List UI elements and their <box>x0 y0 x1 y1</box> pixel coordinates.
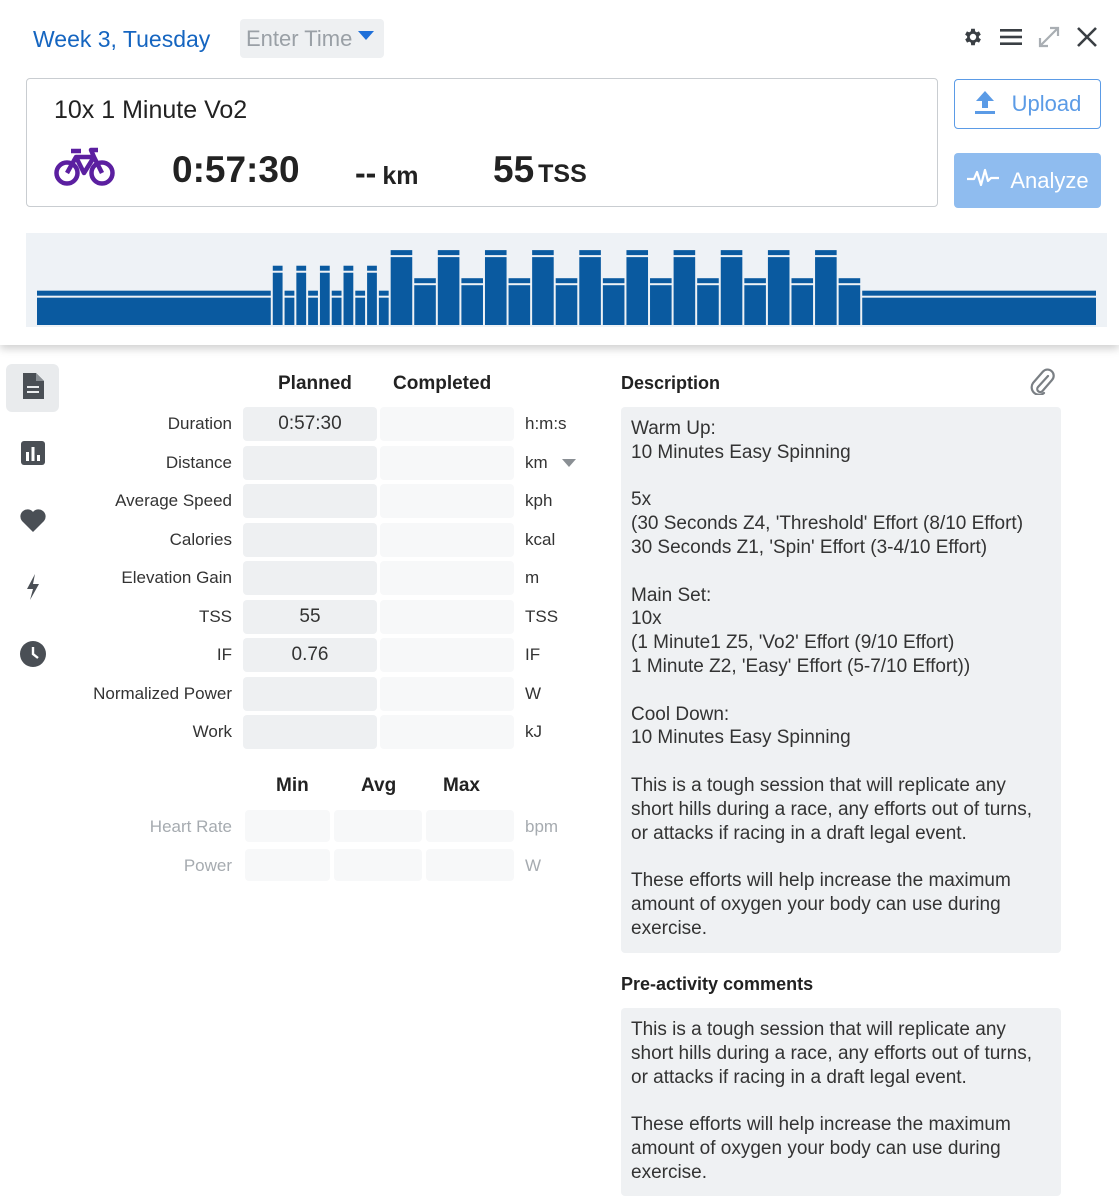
profile-segment <box>391 250 413 325</box>
clock-icon <box>19 640 47 673</box>
analyze-button[interactable] <box>954 153 1101 208</box>
planned-input[interactable] <box>243 484 377 518</box>
gear-icon[interactable] <box>961 24 985 50</box>
upload-button[interactable] <box>954 79 1101 129</box>
profile-segment <box>697 278 719 325</box>
stat-label: Work <box>192 722 232 741</box>
profile-segment <box>815 250 837 325</box>
stat-label: Normalized Power <box>93 683 232 703</box>
stat-unit: W <box>525 683 542 703</box>
stat-label: IF <box>216 645 232 664</box>
pre-activity-title: Pre-activity comments <box>621 974 814 994</box>
completed-input[interactable] <box>380 484 514 518</box>
planned-input[interactable] <box>243 715 377 749</box>
completed-input[interactable] <box>380 677 514 711</box>
tab-health[interactable] <box>6 498 59 546</box>
profile-segment <box>791 278 813 325</box>
menu-icon[interactable] <box>999 24 1023 50</box>
profile-segment <box>579 250 601 325</box>
planned-input[interactable] <box>243 677 377 711</box>
stat-unit: kJ <box>525 722 542 741</box>
metric-unit: bpm <box>525 817 559 836</box>
profile-segment <box>273 266 283 325</box>
completed-input[interactable] <box>380 446 514 480</box>
tss-value: 55 <box>493 149 535 190</box>
profile-segment <box>532 250 554 325</box>
planned-input[interactable] <box>243 446 377 480</box>
profile-segment <box>344 266 354 325</box>
profile-segment <box>626 250 648 325</box>
planned-distance <box>355 155 418 192</box>
stat-label: Average Speed <box>115 491 232 510</box>
completed-header: Completed <box>393 373 492 394</box>
profile-segment <box>509 278 531 325</box>
profile-segment <box>37 291 271 325</box>
distance-value: -- <box>355 155 377 191</box>
min-input[interactable] <box>245 810 330 842</box>
tab-power[interactable] <box>6 565 59 613</box>
bar-chart-icon <box>20 440 46 471</box>
upload-icon <box>974 89 996 120</box>
completed-input[interactable] <box>380 638 514 672</box>
profile-segment <box>461 278 483 325</box>
description-title: Description <box>621 373 721 393</box>
profile-segment <box>414 278 436 325</box>
paperclip-icon[interactable] <box>1029 367 1055 400</box>
heart-icon <box>19 507 47 538</box>
profile-segment <box>320 266 330 325</box>
description-text[interactable]: Warm Up: 10 Minutes Easy Spinning 5x (30 Seconds Z4, 'Threshold' Effort (8/10 Effort) 30 Seconds Z1, 'Spin' Effort (3-4/10 Effort) Main Set: 10x (1 Minute1 Z5, 'Vo2' Effort (9/10 Effort) 1 Minute Z2, 'Easy' Effort (5-7/10 Effort)) Cool Down: 10 Minutes Easy Spinning This is a tough session that will replicate any short hills during a race, any efforts out of turns, or attacks if racing in a draft legal event. These efforts will help increase the maximum amount of oxygen your body can use during exercise. <box>621 407 1061 953</box>
profile-segment <box>332 291 342 325</box>
distance-unit-dropdown-icon[interactable] <box>562 459 576 467</box>
stat-label: Calories <box>169 529 232 549</box>
completed-input[interactable] <box>380 407 514 441</box>
avg-header: Avg <box>361 775 397 796</box>
max-input[interactable] <box>426 849 514 881</box>
metric-unit: W <box>525 855 542 875</box>
enter-time-select[interactable] <box>240 19 384 58</box>
profile-segment <box>650 278 672 325</box>
stat-unit: IF <box>525 645 541 664</box>
enter-time-placeholder: Enter Time <box>246 25 353 51</box>
profile-segment <box>379 291 389 325</box>
bike-icon <box>54 147 116 192</box>
planned-input[interactable]: 55 <box>243 600 377 634</box>
stat-label: Duration <box>167 414 232 433</box>
profile-segment <box>674 250 696 325</box>
workout-summary-card <box>26 78 938 207</box>
planned-input[interactable] <box>243 561 377 595</box>
stat-unit: kcal <box>525 529 556 549</box>
document-icon <box>21 372 45 405</box>
profile-segment <box>721 250 743 325</box>
workout-header <box>0 0 1119 345</box>
completed-input[interactable] <box>380 715 514 749</box>
lightning-icon <box>25 573 41 606</box>
metric-label: Power <box>183 855 232 875</box>
profile-segment <box>438 250 460 325</box>
window-controls <box>961 24 1099 50</box>
profile-segment <box>744 278 766 325</box>
profile-segment <box>296 266 306 325</box>
min-header: Min <box>276 775 309 796</box>
expand-icon[interactable] <box>1037 24 1061 50</box>
stat-label: TSS <box>198 606 232 626</box>
planned-header: Planned <box>278 373 352 394</box>
stat-unit: m <box>525 568 540 587</box>
tab-history[interactable] <box>6 632 59 680</box>
stat-unit: kph <box>525 491 553 510</box>
caret-down-icon <box>358 31 374 40</box>
stat-label: Distance <box>165 452 232 472</box>
profile-segment <box>485 250 507 325</box>
distance-unit: km <box>382 162 419 190</box>
completed-input[interactable] <box>380 523 514 557</box>
profile-segment <box>367 266 377 325</box>
stat-unit: TSS <box>525 606 559 626</box>
planned-input[interactable]: 0.76 <box>243 638 377 672</box>
week-day-title: Week 3, Tuesday <box>33 26 211 52</box>
min-input[interactable] <box>245 849 330 881</box>
workout-profile-chart <box>26 233 1107 327</box>
tab-charts[interactable] <box>6 431 59 479</box>
planned-tss <box>493 149 587 191</box>
workout-name: 10x 1 Minute Vo2 <box>54 96 248 124</box>
planned-input[interactable] <box>243 523 377 557</box>
completed-input[interactable] <box>380 600 514 634</box>
max-header: Max <box>443 775 480 796</box>
analyze-label: Analyze <box>1010 167 1089 193</box>
workout-profile-svg <box>26 233 1107 327</box>
profile-segment <box>285 291 295 325</box>
avg-input[interactable] <box>334 849 422 881</box>
profile-segment <box>556 278 578 325</box>
profile-segment <box>862 291 1096 325</box>
metric-label: Heart Rate <box>149 817 232 836</box>
tss-unit: TSS <box>538 160 587 188</box>
profile-segment <box>308 291 318 325</box>
completed-input[interactable] <box>380 561 514 595</box>
side-tabs <box>6 364 60 699</box>
planned-duration: 0:57:30 <box>172 149 300 190</box>
profile-segment <box>839 278 861 325</box>
max-input[interactable] <box>426 810 514 842</box>
stat-label: Elevation Gain <box>121 568 232 587</box>
tab-details[interactable] <box>6 364 59 412</box>
stat-unit: km <box>525 452 548 472</box>
avg-input[interactable] <box>334 810 422 842</box>
profile-segment <box>768 250 790 325</box>
stat-unit: h:m:s <box>525 414 567 433</box>
pre-activity-comments[interactable]: This is a tough session that will replicate any short hills during a race, any efforts out of turns, or attacks if racing in a draft legal event. These efforts will help increase the maximum amount of oxygen your body can use during exercise. <box>621 1008 1061 1196</box>
close-icon[interactable] <box>1075 24 1099 50</box>
upload-label: Upload <box>1011 91 1082 116</box>
pulse-icon <box>966 167 1000 194</box>
profile-segment <box>355 291 365 325</box>
profile-segment <box>603 278 625 325</box>
planned-input[interactable]: 0:57:30 <box>243 407 377 441</box>
